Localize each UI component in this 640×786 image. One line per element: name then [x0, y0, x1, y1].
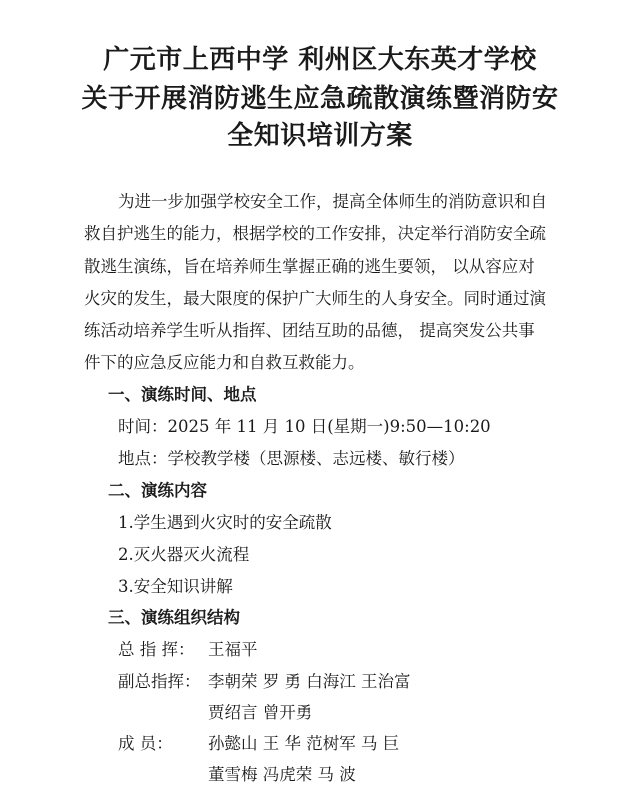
member-names: 孙懿山 王 华 范树军 马 巨	[208, 734, 400, 753]
deputy-names: 李朝荣 罗 勇 白海江 王治富	[208, 672, 411, 691]
members-row	[0, 733, 640, 755]
intro-paragraph-line: 件下的应急反应能力和自救互救能力。	[84, 353, 365, 372]
section-heading-content: 二、演练内容	[108, 481, 207, 500]
document-title-line-2: 关于开展消防逃生应急疏散演练暨消防安	[81, 84, 559, 114]
document-title-line-1: 广元市上西中学 利州区大东英才学校	[103, 45, 537, 75]
intro-paragraph-line: 为进一步加强学校安全工作，提高全体师生的消防意识和自	[118, 192, 547, 211]
commander-row	[0, 639, 640, 661]
commander-name: 王福平	[208, 640, 258, 659]
commander-label: 总 指 挥：	[118, 640, 195, 659]
content-item: 1.学生遇到火灾时的安全疏散	[118, 513, 332, 532]
content-item: 3.安全知识讲解	[118, 577, 233, 596]
deputy-label: 副总指挥：	[118, 672, 201, 691]
intro-paragraph-line: 散逃生演练，旨在培养师生掌握正确的逃生要领， 以从容应对	[84, 257, 535, 276]
deputy-row	[0, 671, 640, 693]
drill-place: 地点：学校教学楼（思源楼、志远楼、敏行楼）	[118, 449, 465, 468]
member-names: 董雪梅 冯虎荣 马 波	[208, 765, 356, 784]
intro-paragraph-line: 救自护逃生的能力，根据学校的工作安排，决定举行消防安全疏	[84, 224, 546, 243]
section-heading-organization: 三、演练组织结构	[108, 608, 240, 627]
intro-paragraph-line: 火灾的发生，最大限度的保护广大师生的人身安全。同时通过演	[84, 289, 546, 308]
section-heading-time-place: 一、演练时间、地点	[108, 385, 257, 404]
members-row-continued	[0, 764, 640, 784]
intro-paragraph-line: 练活动培养学生听从指挥、团结互助的品德， 提高突发公共事	[84, 321, 535, 340]
drill-time: 时间：2025 年 11 月 10 日(星期一)9:50—10:20	[118, 417, 491, 436]
content-item: 2.灭火器灭火流程	[118, 545, 250, 564]
deputy-names: 贾绍言 曾开勇	[208, 703, 313, 722]
members-label: 成 员：	[118, 734, 173, 753]
document-title-line-3: 全知识培训方案	[227, 121, 413, 151]
deputy-row-continued	[0, 702, 640, 724]
